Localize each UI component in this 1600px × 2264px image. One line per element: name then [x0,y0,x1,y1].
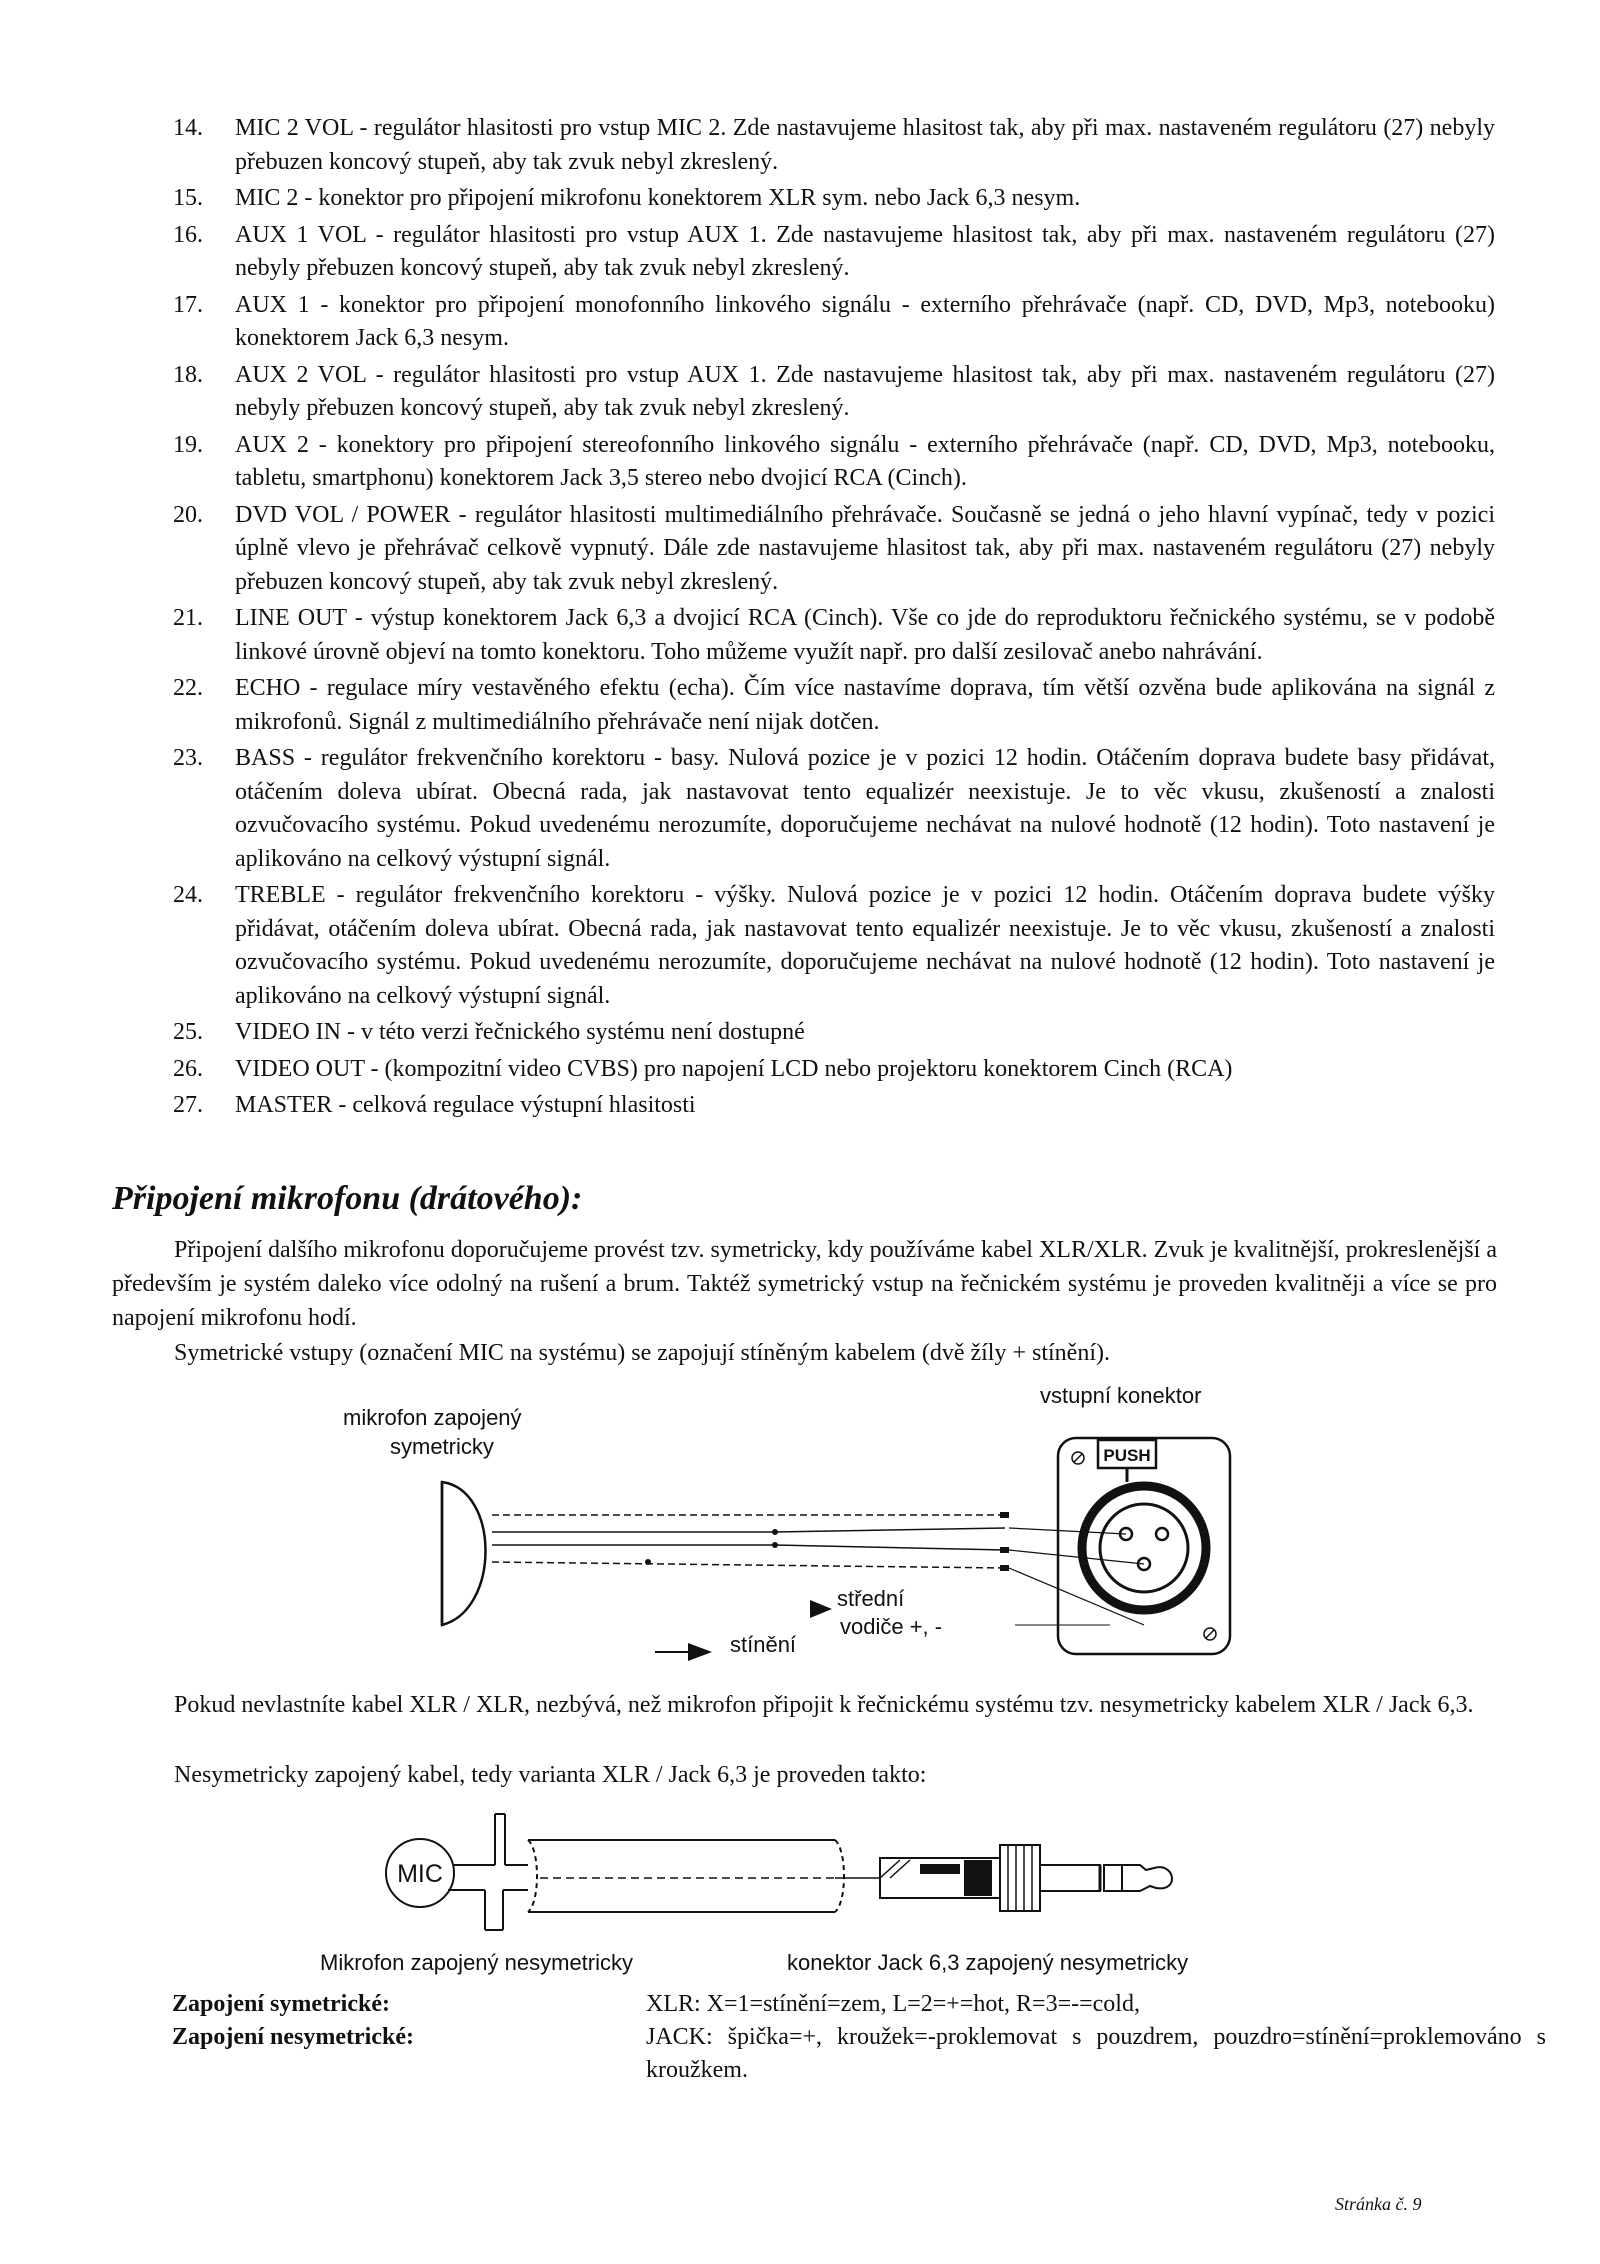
shield-label: stínění [730,1632,797,1657]
jack-plug [880,1845,1172,1911]
list-item [170,879,1495,1013]
list-item [170,359,1495,426]
item-number: 20. [173,501,203,528]
list-item [170,672,1495,739]
item-number: 17. [173,291,203,318]
paragraph-unbalanced-cable: Nesymetricky zapojený kabel, tedy varianta XLR / Jack 6,3 je proveden takto: [174,1762,927,1788]
numbered-list [170,112,1495,1126]
mic-label-line2: symetricky [390,1434,494,1459]
list-item [170,742,1495,876]
mic-text: MIC [397,1860,443,1888]
connector-label: vstupní konektor [1040,1383,1202,1408]
unbalanced-wiring-value: JACK: špička=+, kroužek=-proklemovat s pouzdrem, pouzdro=stínění=proklemováno s kroužkem. [646,2024,1546,2083]
list-item [170,289,1495,356]
list-item [170,1089,1495,1123]
item-number: 25. [173,1019,203,1045]
unbalanced-wiring-diagram [380,1800,1200,1950]
cable-wires [492,1512,1009,1571]
page-number: Stránka č. 9 [1335,2194,1422,2214]
item-text: AUX 1 - konektor pro připojení monofonního linkového signálu - externího přehrávače (např. CD, DVD, Mp3, notebooku) konektorem Jack 6,3 nesym. [235,291,1495,351]
item-number: 24. [173,882,203,908]
list-item [170,429,1495,496]
item-text: BASS - regulátor frekvenčního korektoru - basy. Nulová pozice je v pozici 12 hodin. Otáčením doprava budete basy přidávat, otáčením doleva ubírat. Obecná rada, jak nastavovat tento equalizér neexistuje. Je to věc vkusu, zkušeností a znalosti ozvučovacího systému. Pokud uvedenému nerozumíte, doporučujeme nechávat na nulové hodnotě (12 hodin). Toto nastavení je aplikováno na celkový výstupní signál. [235,745,1495,872]
arrow-icons [655,1600,832,1661]
mic-circle [386,1839,454,1907]
unbalanced-mic-caption: Mikrofon zapojený nesymetricky [320,1950,634,1975]
item-text: DVD VOL / POWER - regulátor hlasitosti multimediálního přehrávače. Současně se jedná o jeho hlavní vypínač, tedy v pozici úplně vlevo je přehrávač celkově vypnutý. Dále zde nastavujeme hlasitost tak, aby při max. nastaveném regulátoru (27) nebyly přebuzen koncový stupeň, aby tak zvuk nebyl zkreslený. [235,501,1495,595]
list-item [170,602,1495,669]
item-text: AUX 2 - konektory pro připojení stereofonního linkového signálu - externího přehrávače (např. CD, DVD, Mp3, notebooku, tabletu, smartphonu) konektorem Jack 3,5 stereo nebo dvojicí RCA (Cinch). [235,431,1495,491]
paragraph-unbalanced-intro: Pokud nevlastníte kabel XLR / XLR, nezbývá, než mikrofon připojit k řečnickému systému tzv. nesymetricky kabelem XLR / Jack 6,3. [174,1692,1474,1718]
cable-body [528,1840,880,1912]
item-number: 26. [173,1055,203,1082]
middle-wires-label-line2: vodiče +, - [840,1614,943,1639]
item-number: 22. [173,675,203,701]
item-text: MASTER - celková regulace výstupní hlasitosti [235,1092,696,1118]
item-text: MIC 2 VOL - regulátor hlasitosti pro vstup MIC 2. Zde nastavujeme hlasitost tak, aby při max. nastaveném regulátoru (27) nebyly přebuzen koncový stupeň, aby tak zvuk nebyl zkreslený. [235,115,1495,175]
item-number: 27. [173,1092,203,1118]
section-heading: Připojení mikrofonu (drátového): [112,1180,583,1217]
jack-connector-caption: konektor Jack 6,3 zapojený nesymetricky [787,1950,1189,1975]
item-text: TREBLE - regulátor frekvenčního korektoru - výšky. Nulová pozice je v pozici 12 hodin. Otáčením doprava budete výšky přidávat, otáčením doleva ubírat. Obecná rada, jak nastavovat tento equalizér neexistuje. Je to věc vkusu, zkušeností a znalosti ozvučovacího systému. Pokud uvedenému nerozumíte, doporučujeme nechávat na nulové hodnotě (12 hodin). Toto nastavení je aplikováno na celkový výstupní signál. [235,882,1495,1009]
list-item [170,112,1495,179]
item-number: 15. [173,185,203,211]
item-text: LINE OUT - výstup konektorem Jack 6,3 a dvojicí RCA (Cinch). Vše co jde do reproduktoru řečnického systému, se v podobě linkové úrovně objeví na tomto konektoru. Toho můžeme využít např. pro další zesilovač anebo nahrávání. [235,605,1495,665]
wiring-lines [448,1814,528,1930]
paragraph-symmetric-intro: Připojení dalšího mikrofonu doporučujeme provést tzv. symetricky, kdy používáme kabel XLR/XLR. Zvuk je kvalitnější, prokreslenější a především je systém daleko více odolný na rušení a brum. Taktéž symetrický vstup na řečnickém systému je proveden kvalitněji a více se pro napojení mikrofonu hodí. [112,1237,1497,1331]
push-label: PUSH [1103,1446,1151,1465]
item-text: AUX 1 VOL - regulátor hlasitosti pro vstup AUX 1. Zde nastavujeme hlasitost tak, aby při max. nastaveném regulátoru (27) nebyly přebuzen koncový stupeň, aby tak zvuk nebyl zkreslený. [235,221,1495,281]
list-item [170,219,1495,286]
item-number: 14. [173,115,203,141]
symmetric-wiring-diagram [430,1420,1250,1670]
unbalanced-wiring-key: Zapojení nesymetrické: [172,2024,414,2050]
xlr-connector [1009,1438,1230,1654]
item-number: 19. [173,431,203,458]
item-text: VIDEO OUT - (kompozitní video CVBS) pro napojení LCD nebo projektoru konektorem Cinch (RCA) [235,1055,1233,1082]
item-number: 16. [173,221,203,248]
item-number: 23. [173,745,203,771]
item-text: ECHO - regulace míry vestavěného efektu (echa). Čím více nastavíme doprava, tím větší ozvěna bude aplikována na signál z mikrofonů. Signál z multimediálního přehrávače není nijak dotčen. [235,675,1495,735]
item-text: MIC 2 - konektor pro připojení mikrofonu konektorem XLR sym. nebo Jack 6,3 nesym. [235,185,1081,211]
middle-wires-label-line1: střední [837,1586,905,1611]
mic-label-line1: mikrofon zapojený [343,1405,522,1430]
item-number: 21. [173,605,203,631]
symmetric-wiring-value: XLR: X=1=stínění=zem, L=2=+=hot, R=3=-=cold, [646,1991,1140,2017]
list-item [170,499,1495,600]
list-item [170,1053,1495,1087]
symmetric-wiring-key: Zapojení symetrické: [172,1991,390,2017]
item-text: AUX 2 VOL - regulátor hlasitosti pro vstup AUX 1. Zde nastavujeme hlasitost tak, aby při max. nastaveném regulátoru (27) nebyly přebuzen koncový stupeň, aby tak zvuk nebyl zkreslený. [235,361,1495,421]
list-item [170,1016,1495,1050]
item-text: VIDEO IN - v této verzi řečnického systému není dostupné [235,1019,805,1045]
item-number: 18. [173,361,203,388]
paragraph-symmetric-inputs: Symetrické vstupy (označení MIC na systému) se zapojují stíněným kabelem (dvě žíly + stínění). [174,1340,1110,1366]
microphone-shape [442,1482,486,1625]
list-item [170,182,1495,216]
